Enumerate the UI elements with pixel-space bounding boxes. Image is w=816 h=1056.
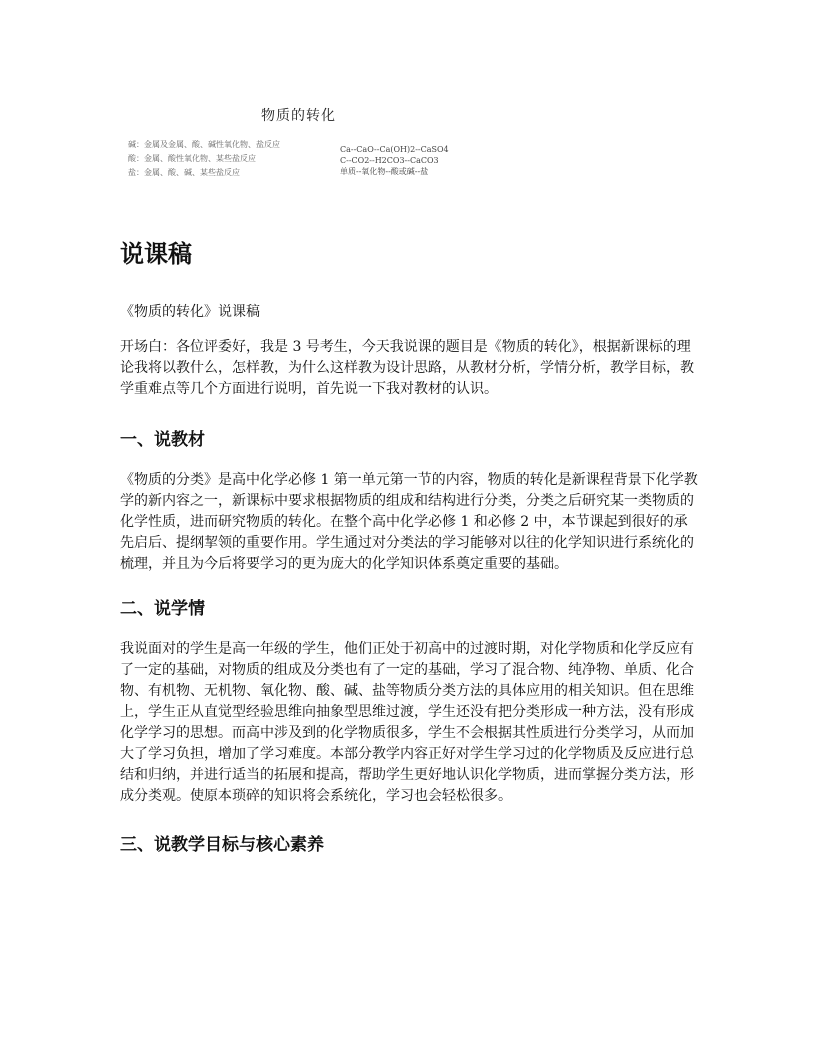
figure-note: 酸：金属、酸性氧化物、某些盐反应 (128, 154, 256, 163)
figure-title: 物质的转化 (261, 108, 336, 124)
figure-note: 盐：金属、酸、碱、某些盐反应 (128, 168, 240, 177)
section-heading: 三、说教学目标与核心素养 (120, 835, 324, 855)
document-subtitle: 《物质的转化》说课稿 (120, 304, 260, 320)
section-paragraph: 我说面对的学生是高一年级的学生，他们正处于初高中的过渡时期，对化学物质和化学反应有了一定的基础，对物质的组成及分类也有了一定的基础，学习了混合物、纯净物、单质、化合物、有机物、无机物、氧化物、酸、碱、盐等物质分类方法的具体应用的相关知识。但在思维上，学生正从直觉型经验思维向抽象型思维过渡，学生还没有把分类形成一种方法，没有形成化学学习的思想。而高中涉及到的化学物质很多，学生不会根据其性质进行分类学习，从而加大了学习负担，增加了学习难度。本部分教学内容正好对学生学习过的化学物质及反应进行总结和归纳，并进行适当的拓展和提高，帮助学生更好地认识化学物质，进而掌握分类方法，形成分类观。使原本琐碎的知识将会系统化，学习也会轻松很多。 (120, 641, 694, 804)
document-body (120, 236, 698, 875)
section-heading: 二、说学情 (120, 599, 205, 619)
figure-chain: Ca--CaO--Ca(OH)2--CaSO4 (340, 145, 449, 154)
figure-left-notes (128, 138, 280, 180)
figure-right-notes (340, 144, 449, 177)
figure-chain: C--CO2--H2CO3--CaCO3 (340, 156, 439, 165)
opening-paragraph: 开场白：各位评委好，我是 3 号考生，今天我说课的题目是《物质的转化》，根据新课标的理论我将以教什么，怎样教，为什么这样教为设计思路，从教材分析，学情分析，教学目标，教学重难点等几个方面进行说明，首先说一下我对教材的认识。 (120, 339, 694, 397)
section-heading: 一、说教材 (120, 430, 205, 450)
figure-chain: 单质--氧化物--酸或碱--盐 (340, 167, 429, 176)
figure-note: 碱：金属及金属、酸、碱性氧化物、盐反应 (128, 140, 280, 149)
document-title: 说课稿 (120, 240, 192, 268)
header-figure (118, 100, 458, 190)
section-paragraph: 《物质的分类》是高中化学必修 1 第一单元第一节的内容，物质的转化是新课程背景下化学教学的新内容之一，新课标中要求根据物质的组成和结构进行分类，分类之后研究某一类物质的化学性质，进而研究物质的转化。在整个高中化学必修 1 和必修 2 中，本节课起到很好的承先启后、提纲挈领的重要作用。学生通过对分类法的学习能够对以往的化学知识进行系统化的梳理，并且为今后将要学习的更为庞大的化学知识体系奠定重要的基础。 (120, 472, 698, 572)
